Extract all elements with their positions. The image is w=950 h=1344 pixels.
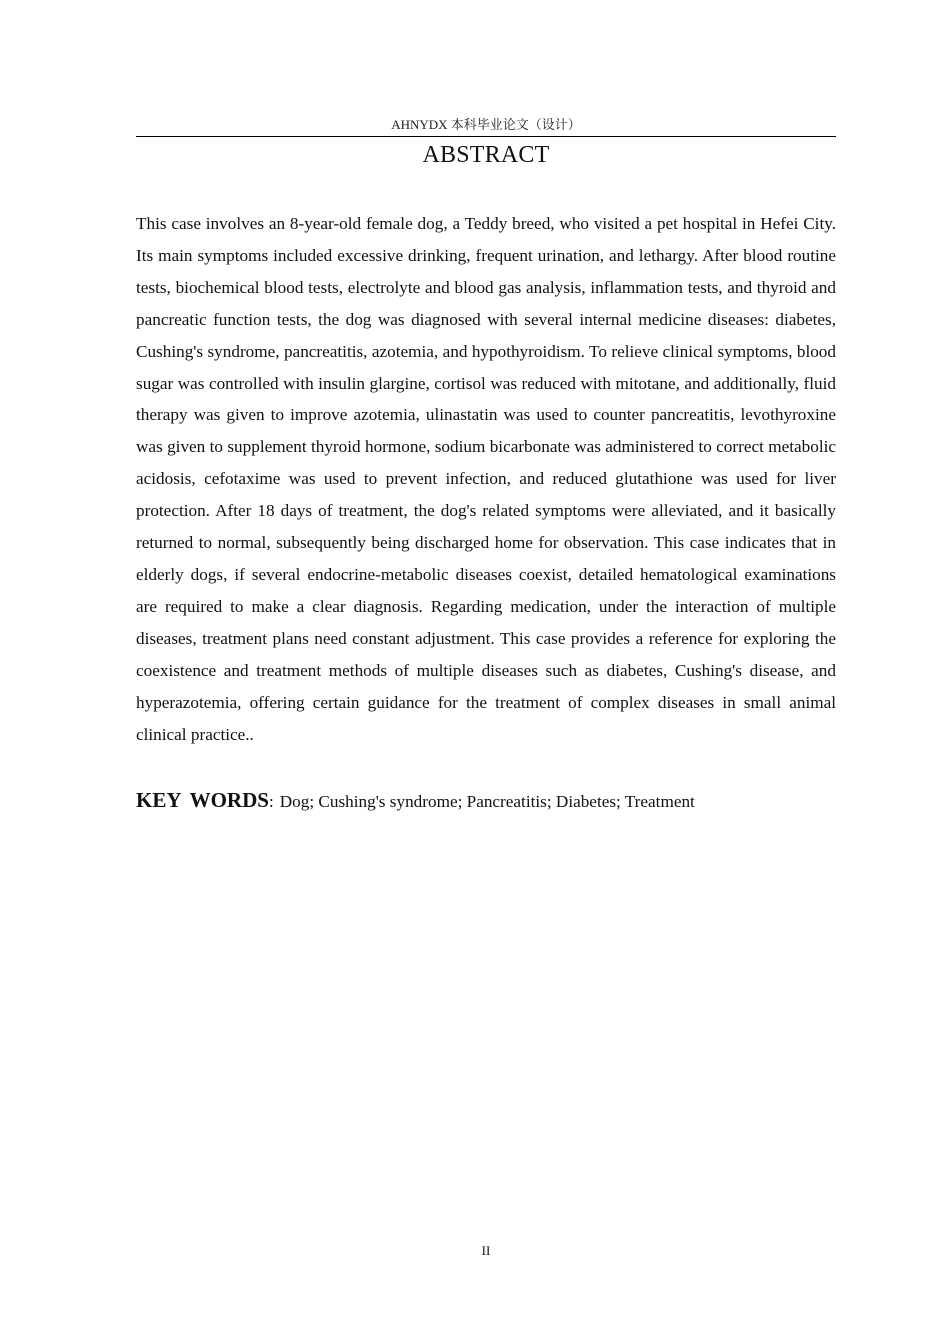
running-header: AHNYDX 本科毕业论文（设计）	[391, 117, 581, 132]
abstract-body: This case involves an 8-year-old female dog, a Teddy breed, who visited a pet hospital in Hefei City. Its main symptoms included excessive drinking, frequent urination, and lethargy. After blood routine tests, biochemical blood tests, electrolyte and blood gas analysis, inflammation tests, and thyroid and pancreatic function tests, the dog was diagnosed with several internal medicine diseases: diabetes, Cushing's syndrome, pancreatitis, azotemia, and hypothyroidism. To relieve clinical symptoms, blood sugar was controlled with insulin glargine, cortisol was reduced with mitotane, and additionally, fluid therapy was given to improve azotemia, ulinastatin was used to counter pancreatitis, levothyroxine was given to supplement thyroid hormone, sodium bicarbonate was administered to correct metabolic acidosis, cefotaxime was used to prevent infection, and reduced glutathione was used for liver protection. After 18 days of treatment, the dog's related symptoms were alleviated, and it basically returned to normal, subsequently being discharged home for observation. This case indicates that in elderly dogs, if several endocrine-metabolic diseases coexist, detailed hematological examinations are required to make a clear diagnosis. Regarding medication, under the interaction of multiple diseases, treatment plans need constant adjustment. This case provides a reference for exploring the coexistence and treatment methods of multiple diseases such as diabetes, Cushing's disease, and hyperazotemia, offering certain guidance for the treatment of complex diseases in small animal clinical practice..	[136, 214, 836, 744]
keywords-text: Dog; Cushing's syndrome; Pancreatitis; Diabetes; Treatment	[279, 792, 695, 811]
keywords-label: KEY WORDS	[136, 788, 269, 812]
page-number: II	[481, 1243, 491, 1258]
header-rule	[136, 136, 836, 137]
keywords-separator: :	[268, 792, 274, 811]
keywords-line	[136, 785, 836, 817]
abstract-title: ABSTRACT	[422, 142, 550, 168]
